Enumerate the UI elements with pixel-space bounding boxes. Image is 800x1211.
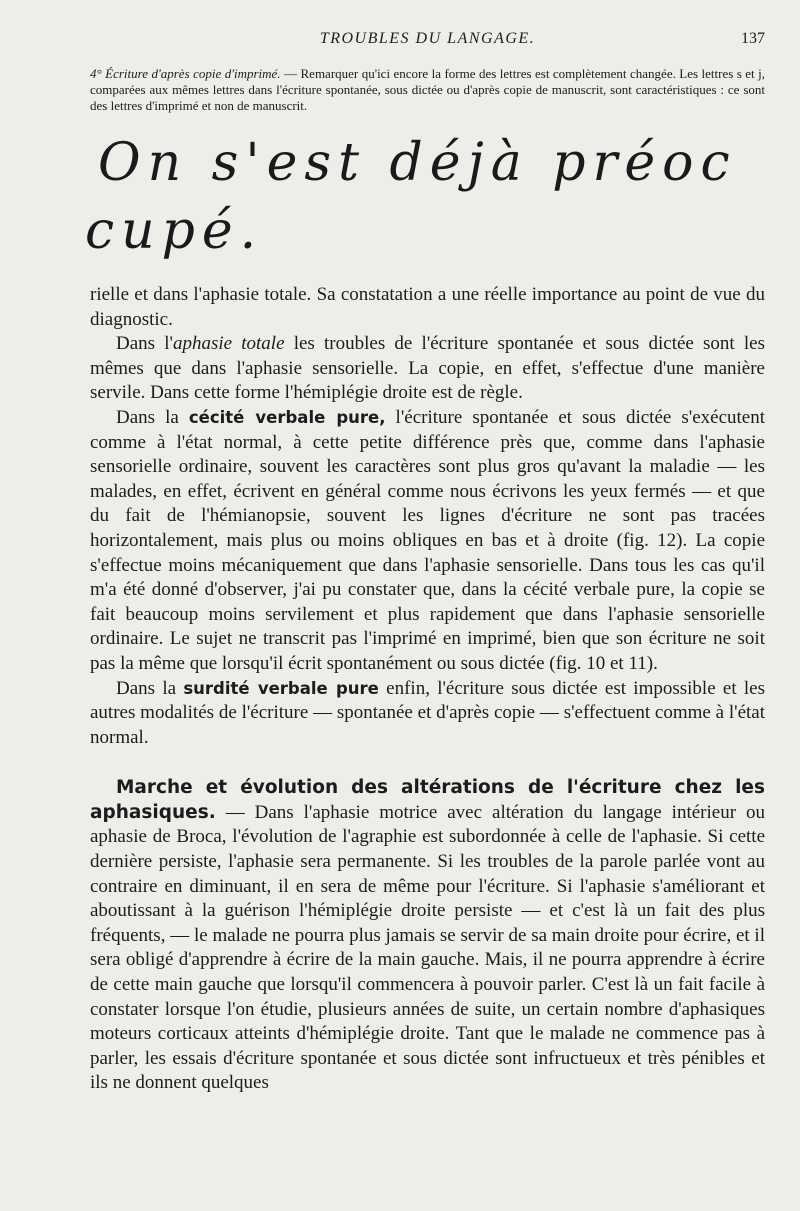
paragraph-2 bbox=[90, 332, 765, 406]
paragraph-1: rielle et dans l'aphasie totale. Sa constatation a une réelle importance au point de vue du diagnostic. bbox=[90, 284, 765, 330]
term-cecite-verbale: cécité verbale pure, bbox=[188, 407, 386, 427]
term-surdite-verbale: surdité verbale pure bbox=[183, 678, 379, 698]
caption-lead: 4° Écriture d'après copie d'imprimé. bbox=[90, 66, 281, 81]
body-text bbox=[90, 283, 765, 1096]
running-title: TROUBLES DU LANGAGE. bbox=[319, 30, 536, 47]
section-heading: Marche et évolution des altérations de l'écriture chez les aphasiques. bbox=[90, 777, 765, 823]
page-number: 137 bbox=[741, 30, 765, 47]
paragraph-5 bbox=[90, 776, 765, 1096]
caption-text: — Remarquer qu'ici encore la forme des lettres est complètement changée. Les lettres s et j, comparées aux mêmes lettres dans l'écriture spontanée, sous dictée ou d'après copie de manuscrit, sont caractéristiques : ce sont des lettres d'imprimé et non de manuscrit. bbox=[90, 66, 765, 113]
handwriting-line-1: On s'est déjà préoc bbox=[98, 133, 737, 193]
figure-caption bbox=[90, 66, 765, 114]
p3-rest: l'écriture spontanée et sous dictée s'exécutent comme à l'état normal, à cette petite différence près que, comme dans l'aphasie sensorielle ordinaire, souvent les caractères sont plus gros qu'avant la maladie — les malades, en effet, écrivent en général comme nous écrivons les yeux fermés — et que du fait de l'hémianopsie, souvent les lignes d'écriture ne sont pas tracées horizontalement, mais plus ou moins obliques en bas et à droite (fig. 12). La copie s'effectue moins mécaniquement que dans l'aphasie sensorielle. Dans tous les cas qu'il m'a été donné d'observer, j'ai pu constater que, dans la cécité verbale pure, la copie se fait beaucoup moins servilement et plus rapidement que dans l'aphasie sensorielle ordinaire. Le sujet ne transcrit pas l'imprimé en imprimé, bien que son écriture ne soit pas la même que lorsqu'il écrit spontanément ou sous dictée (fig. 10 et 11). bbox=[90, 406, 765, 674]
paragraph-3 bbox=[90, 406, 765, 677]
p2-start: Dans l' bbox=[116, 333, 173, 355]
page-header bbox=[90, 30, 765, 54]
p4-start: Dans la bbox=[116, 677, 184, 699]
paragraph-4 bbox=[90, 677, 765, 751]
handwriting-sample bbox=[80, 130, 780, 280]
p4-rest: enfin, l'écriture sous dictée est impossible et les autres modalités de l'écriture — spontanée et d'après copie — s'effectuent comme à l'état normal. bbox=[90, 677, 765, 748]
p3-start: Dans la bbox=[116, 406, 189, 428]
term-aphasie-totale: aphasie totale bbox=[172, 333, 285, 355]
p5-text: — Dans l'aphasie motrice avec altération du langage intérieur ou aphasie de Broca, l'évolution de l'agraphie est subordonnée à celle de l'aphasie. Si cette dernière persiste, l'aphasie sera permanente. Si les troubles de la parole parlée vont au contraire en diminuant, il en sera de même pour l'écriture. Si l'aphasie s'améliorant et aboutissant à la guérison l'hémiplégie droite persiste — et c'est là un fait des plus fréquents, — le malade ne pourra plus jamais se servir de sa main droite pour écrire, et il sera obligé d'apprendre à écrire de la main gauche. Mais, il ne pourra apprendre à écrire de cette main gauche que lorsqu'il commencera à pouvoir parler. C'est là un fait facile à constater lorsque l'on étudie, plusieurs années de suite, un certain nombre d'aphasiques moteurs corticaux atteints d'hémiplégie droite. Tant que le malade ne commence pas à parler, les essais d'écriture spontanée et sous dictée sont infructueux et très pénibles et ils ne donnent quelques bbox=[90, 801, 765, 1094]
handwriting-line-2: cupé. bbox=[85, 201, 264, 261]
handwriting-figure bbox=[80, 130, 780, 280]
p2-rest: les troubles de l'écriture spontanée et sous dictée sont les mêmes que dans l'aphasie sensorielle. La copie, en effet, s'effectue d'une manière servile. Dans cette forme l'hémiplégie droite est de règle. bbox=[90, 333, 765, 404]
